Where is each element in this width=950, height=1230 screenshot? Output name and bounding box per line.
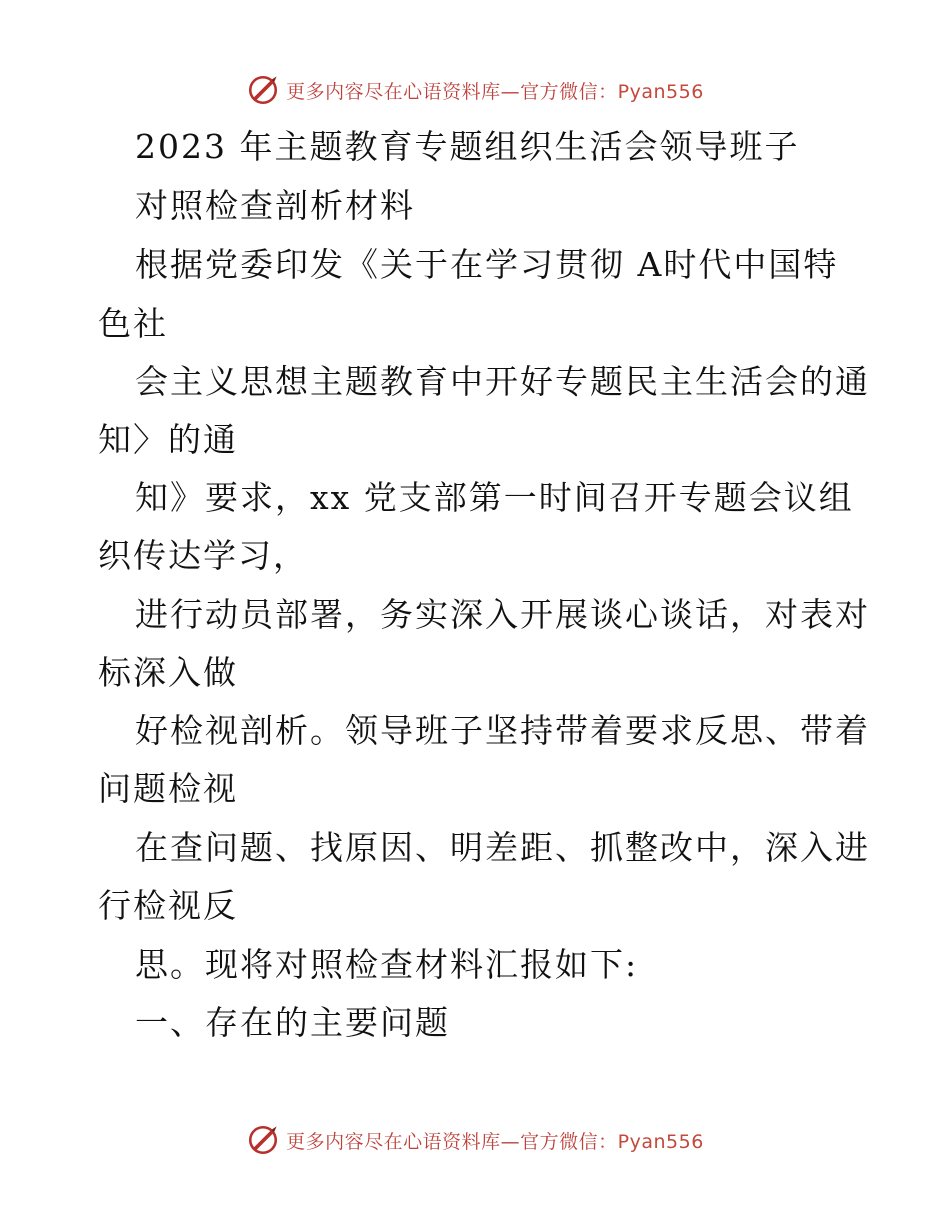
- section-heading: 一、存在的主要问题: [135, 1003, 450, 1042]
- document-title-line-1: 2023 年主题教育专题组织生活会领导班子: [135, 127, 800, 166]
- paragraph-line: 根据党委印发《关于在学习贯彻 A时代中国特: [135, 245, 839, 284]
- paragraph-line: 知》要求，xx 党支部第一时间召开专题会议组: [135, 478, 854, 517]
- paragraph-line: 行检视反: [98, 886, 238, 925]
- document-title-line-2: 对照检查剖析材料: [135, 186, 415, 225]
- watermark-text: 更多内容尽在心语资料库—官方微信：Pyan556: [286, 80, 704, 103]
- watermark-text: 更多内容尽在心语资料库—官方微信：Pyan556: [286, 1130, 704, 1153]
- footer-watermark: [0, 1120, 950, 1160]
- paragraph-line: 织传达学习，: [98, 536, 308, 575]
- paragraph-line: 在查问题、找原因、明差距、抓整改中，深入进: [135, 828, 870, 867]
- paragraph-line: 知〉的通: [98, 420, 238, 459]
- paragraph-line: 思。现将对照检查材料汇报如下:: [135, 945, 639, 984]
- paragraph-line: 标深入做: [98, 653, 238, 692]
- paragraph-line: 进行动员部署，务实深入开展谈心谈话，对表对: [135, 595, 870, 634]
- paragraph-line: 会主义思想主题教育中开好专题民主生活会的通: [135, 362, 870, 401]
- quill-logo-icon: [246, 1123, 280, 1157]
- header-watermark: [0, 70, 950, 110]
- paragraph-line: 好检视剖析。领导班子坚持带着要求反思、带着: [135, 711, 870, 750]
- quill-logo-icon: [246, 73, 280, 107]
- paragraph-line: 色社: [98, 304, 168, 343]
- paragraph-line: 问题检视: [98, 769, 238, 808]
